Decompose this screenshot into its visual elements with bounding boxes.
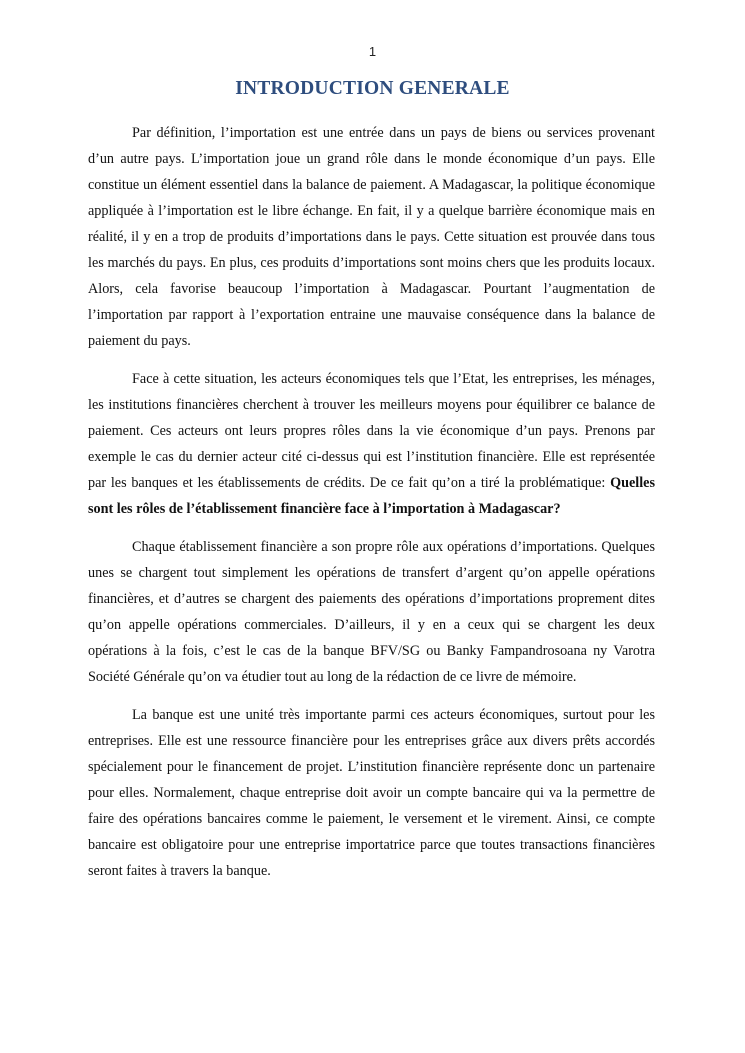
paragraph-definition xyxy=(88,120,655,354)
paragraph-etablissement xyxy=(88,534,655,690)
page-title: INTRODUCTION GENERALE xyxy=(235,78,510,99)
paragraph-text: Par définition, l’importation est une entrée dans un pays de biens ou services provenant d’un autre pays. L’importation joue un grand rôle dans le monde économique d’un pays. Elle constitue un élément essentiel dans la balance de paiement. A Madagascar, la politique économique appliquée à l’importation est le libre échange. En fait, il y a quelque barrière économique mais en réalité, il y en a trop de produits d’importations dans le pays. Cette situation est prouvée dans tous les marchés du pays. En plus, ces produits d’importations sont moins chers que les produits locaux. Alors, cela favorise beaucoup l’importation à Madagascar. Pourtant l’augmentation de l’importation par rapport à l’exportation entraine une mauvaise conséquence dans la balance de paiement du pays. xyxy=(88,125,655,349)
paragraph-text: Chaque établissement financière a son propre rôle aux opérations d’importations. Quelques unes se chargent tout simplement les opérations de transfert d’argent qu’on appelle opérations financières, et d’autres se chargent des paiements des opérations d’importations proprement dites qu’on appelle opérations commerciales. D’ailleurs, il y en a ceux qui se chargent les deux opérations à la fois, c’est le cas de la banque BFV/SG ou Banky Fampandrosoana ny Varotra Société Générale qu’on va étudier tout au long de la rédaction de ce livre de mémoire. xyxy=(88,539,655,685)
document-body xyxy=(88,120,655,896)
paragraph-text: Face à cette situation, les acteurs économiques tels que l’Etat, les entreprises, les ménages, les institutions financières cherchent à trouver les meilleurs moyens pour équilibrer ce balance de paiement. Ces acteurs ont leurs propres rôles dans la vie économique d’un pays. Prenons par exemple le cas du dernier acteur cité ci-dessus qui est l’institution financière. Elle est représentée par les banques et les établissements de crédits. De ce fait qu’on a tiré la problématique: xyxy=(88,371,655,491)
paragraph-text: La banque est une unité très importante parmi ces acteurs économiques, surtout pour les entreprises. Elle est une ressource financière pour les entreprises grâce aux divers prêts accordés spécialement pour le financement de projet. L’institution financière représente donc un partenaire pour elles. Normalement, chaque entreprise doit avoir un compte bancaire qui va la permettre de faire des opérations bancaires comme le paiement, le versement et le virement. Ainsi, ce compte bancaire est obligatoire pour une entreprise importatrice parce que toutes transactions financières seront faites à travers la banque. xyxy=(88,707,655,879)
paragraph-problematique xyxy=(88,366,655,522)
problematique-question: Quelles sont les rôles de l’établissement financière face à l’importation à Madagascar? xyxy=(88,475,655,517)
page-number: 1 xyxy=(368,44,377,59)
paragraph-banque xyxy=(88,702,655,884)
